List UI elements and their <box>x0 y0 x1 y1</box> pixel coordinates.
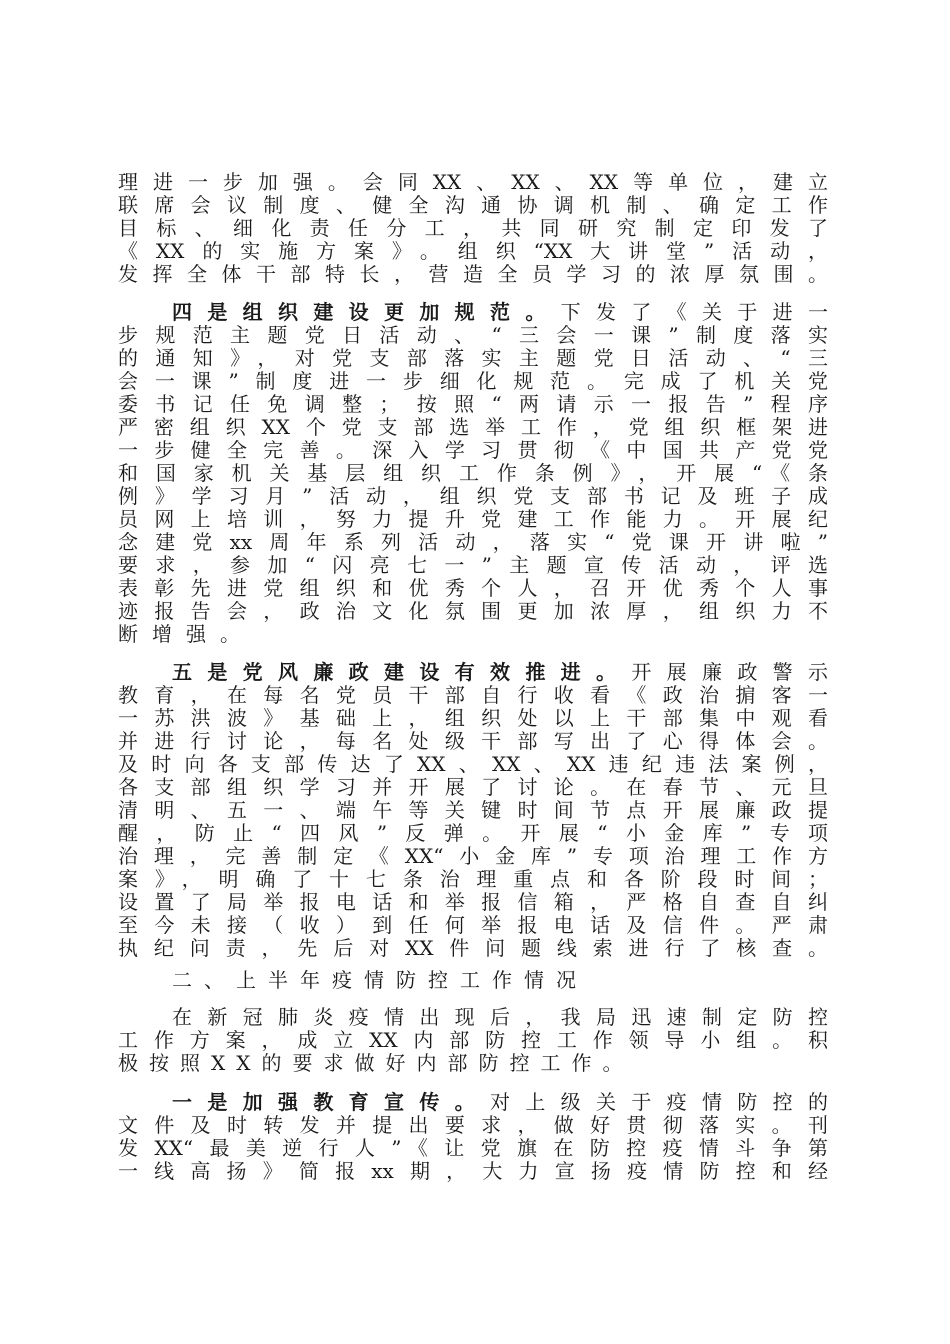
text-line: 《XX的实施方案》。组织“XX大讲堂”活动， <box>118 239 828 263</box>
text-line: 发XX“最美逆行人”《让党旗在防控疫情斗争第 <box>118 1136 828 1160</box>
text-line: 教育，在每名党员干部自行收看《政治掮客一 <box>118 683 828 707</box>
text-line: 文件及时转发并提出要求，做好贯彻落实。刊 <box>118 1113 828 1137</box>
text-line <box>172 1090 828 1114</box>
text-line <box>172 660 828 684</box>
text-line: 表彰先进党组织和优秀个人，召开优秀个人事 <box>118 576 828 600</box>
text-line: 念建党xx周年系列活动，落实“党课开讲啦” <box>118 530 828 554</box>
text-line: 治理，完善制定《XX“小金库”专项治理工作方 <box>118 844 828 868</box>
text-line: 醒，防止“四风”反弹。开展“小金库”专项 <box>118 821 828 845</box>
paragraph-lead: 五是党风廉政建设有效推进。 <box>172 660 632 684</box>
text-line: 理进一步加强。会同XX、XX、XX等单位，建立 <box>118 170 828 194</box>
text-line <box>172 300 828 324</box>
text-line: 清明、五一、端午等关键时间节点开展廉政提 <box>118 798 828 822</box>
text-line: 至今未接（收）到任何举报电话及信件。严肃 <box>118 913 828 937</box>
text-line: 执纪问责，先后对XX件问题线索进行了核查。 <box>118 936 828 960</box>
text-line: 极按照XX的要求做好内部防控工作。 <box>118 1051 634 1075</box>
text-line: 例》学习月”活动，组织党支部书记及班子成 <box>118 484 828 508</box>
text-line: 发挥全体干部特长，营造全员学习的浓厚氛围。 <box>118 262 828 286</box>
paragraph-lead: 四是组织建设更加规范。 <box>172 300 561 324</box>
text-line: 严密组织XX个党支部选举工作，党组织框架进 <box>118 415 828 439</box>
text-line: 及时向各支部传达了XX、XX、XX违纪违法案例， <box>118 752 828 776</box>
text-line: 会一课”制度进一步细化规范。完成了机关党 <box>118 369 828 393</box>
paragraph-text: 下发了《关于进一 <box>560 300 829 324</box>
text-line: 一步健全完善。深入学习贯彻《中国共产党党 <box>118 438 828 462</box>
text-line: 各支部组织学习并开展了讨论。在春节、元旦 <box>118 775 828 799</box>
text-line: 的通知》，对党支部落实主题党日活动、“三 <box>118 346 828 370</box>
text-line: 一苏洪波》基础上，组织处以上干部集中观看 <box>118 706 828 730</box>
section-heading: 二、上半年疫情防控工作情况 <box>172 968 588 992</box>
text-line: 和国家机关基层组织工作条例》，开展“《条 <box>118 461 828 485</box>
text-line: 步规范主题党日活动、“三会一课”制度落实 <box>118 323 828 347</box>
text-line: 案》，明确了十七条治理重点和各阶段时间； <box>118 867 828 891</box>
text-line: 一线高扬》简报xx期，大力宣扬疫情防控和经 <box>118 1159 828 1183</box>
paragraph-text: 开展廉政警示 <box>631 660 829 684</box>
text-line: 设置了局举报电话和举报信箱，严格自查自纠 <box>118 890 828 914</box>
text-line: 委书记任免调整；按照“两请示一报告”程序 <box>118 392 828 416</box>
text-line: 工作方案，成立XX内部防控工作领导小组。积 <box>118 1028 828 1052</box>
text-line: 联席会议制度、健全沟通协调机制、确定工作 <box>118 193 828 217</box>
text-line: 在新冠肺炎疫情出现后，我局迅速制定防控 <box>172 1005 828 1029</box>
text-line: 员网上培训，努力提升党建工作能力。开展纪 <box>118 507 828 531</box>
paragraph-text: 对上级关于疫情防控的 <box>490 1090 828 1114</box>
text-line: 目标、细化责任分工，共同研究制定印发了 <box>118 216 828 240</box>
text-line: 断增强。 <box>118 622 254 646</box>
paragraph-lead: 一是加强教育宣传。 <box>172 1090 490 1114</box>
text-line: 迹报告会，政治文化氛围更加浓厚，组织力不 <box>118 599 828 623</box>
text-line: 要求，参加“闪亮七一”主题宣传活动，评选 <box>118 553 828 577</box>
text-line: 并进行讨论，每名处级干部写出了心得体会。 <box>118 729 828 753</box>
